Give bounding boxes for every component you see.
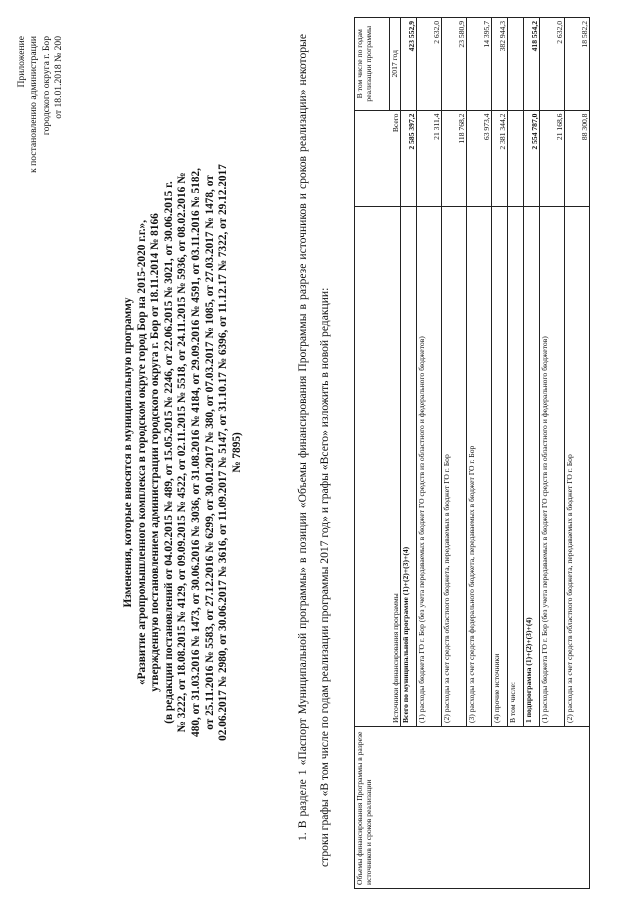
table-header-row	[355, 18, 390, 889]
row-2017: 23 580,9	[442, 18, 467, 111]
title-line: 02.06.2017 № 2980, от 30.06.2017 № 3616, от 11.09.2017 № 5147, от 31.10.17 № 6396, от 11.12.17 № 7322, от 29.12.2017	[217, 164, 230, 741]
title-line: от 25.11.2016 № 5583, от 27.12.2016 № 6299, от 30.01.2017 № 380, от 07.03.2017 № 1085, от 27.03.2017 № 1478, от	[203, 175, 216, 730]
row-2017: 418 554,2	[524, 18, 540, 111]
document-title	[122, 20, 244, 885]
row-2017	[508, 18, 524, 111]
row-2017: 382 944,3	[492, 18, 508, 111]
financing-table	[354, 17, 590, 889]
header-year: 2017 год	[390, 18, 401, 111]
appendix-line: от 18.01.2018 № 200	[53, 36, 65, 119]
row-label: (4) прочие источники	[492, 206, 508, 726]
header-in-total-by-years: В том числе по годам реализации программы	[355, 18, 390, 111]
title-line: «Развитие агропромышленного комплекса в городском округе город Бор на 2015-2020 г.г.»,	[135, 219, 148, 686]
row-2017: 423 552,9	[401, 18, 417, 111]
title-line: № 3222, от 18.08.2015 № 4129, от 09.09.2015 № 4522, от 02.11.2015 № 5518, от 24.11.2015 № 5936, от 08.02.2016 №	[176, 172, 189, 733]
row-total: 21 311,4	[417, 110, 442, 206]
row-2017: 2 632,0	[417, 18, 442, 111]
row-label: Всего по муниципальной программе (1)+(2)+(3)+(4)	[401, 206, 417, 726]
row-total: 2 554 787,0	[524, 110, 540, 206]
row-2017: 18 582,2	[565, 18, 590, 111]
row-total: 2 381 344,2	[492, 110, 508, 206]
row-label: (1) расходы бюджета ГО г. Бор (без учета передаваемых в бюджет ГО средств из областного и федерального бюджетов)	[417, 206, 442, 726]
header-sources: Источники финансирования программы	[355, 206, 401, 726]
row-total: 63 973,4	[467, 110, 492, 206]
row-label: (2) расходы за счет средств областного бюджета, передаваемых в бюджет ГО г. Бор	[565, 206, 590, 726]
appendix-line: Приложение	[16, 36, 27, 88]
row-label: 1 подпрограмма (1)+(2)+(3)+(4)	[524, 206, 540, 726]
table-lead-label: Объемы финансирования Программы в разрезе источников и сроков реализации	[355, 727, 590, 889]
appendix-line: к постановлению администрации	[28, 36, 40, 173]
row-total: 21 168,6	[540, 110, 565, 206]
row-label: (1) расходы бюджета ГО г. Бор (без учета передаваемых в бюджет ГО средств из областного и федерального бюджетов)	[540, 206, 565, 726]
row-label: (2) расходы за счет средств областного бюджета, передаваемых в бюджет ГО г. Бор	[442, 206, 467, 726]
title-line: 480, от 31.03.2016 № 1473, от 30.06.2016 № 3036, от 31.08.2016 № 4184, от 29.09.2016 № 4591, от 03.11.2016 № 5182,	[189, 168, 202, 737]
row-label: (3) расходы за счет средств федерального бюджета, передаваемых в бюджет ГО г. Бор	[467, 206, 492, 726]
row-total: 118 768,2	[442, 110, 467, 206]
header-total: Всего	[355, 110, 401, 206]
row-2017: 14 395,7	[467, 18, 492, 111]
intro-text: 1. В разделе 1 «Паспорт Муниципальной программы» в позиции «Объемы финансирования Программы в разрезе источников и сроков реализации» некоторые строки графы «В том числе по годам реализации программы 2017 год» и графы «Всего» изложить в новой редакции:	[296, 34, 331, 867]
title-line: № 7895)	[230, 432, 243, 473]
appendix-block	[16, 36, 66, 173]
row-label: В том числе:	[508, 206, 524, 726]
title-line: Изменения, которые вносятся в муниципальную программу	[122, 297, 134, 608]
row-total	[508, 110, 524, 206]
row-2017: 2 632,0	[540, 18, 565, 111]
row-total: 88 300,8	[565, 110, 590, 206]
row-total: 2 585 397,2	[401, 110, 417, 206]
appendix-line: городского округа г. Бор	[40, 36, 52, 136]
intro-paragraph	[292, 34, 336, 867]
title-line: (в редакции постановлений от 04.02.2015 № 489, от 15.05.2015 № 2246, от 22.06.2015 № 3021, от 30.06.2015 г.	[162, 181, 175, 724]
title-line: утвержденную постановлением администрации городского округа г. Бор от 18.11.2014 № 8166	[149, 213, 162, 692]
